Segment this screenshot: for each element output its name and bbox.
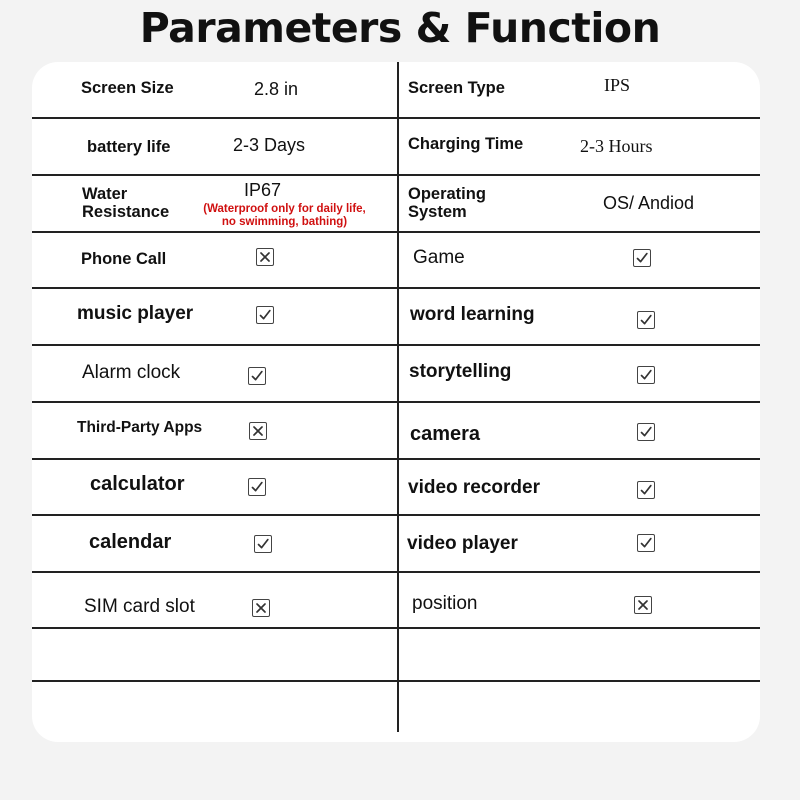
storytelling-label: storytelling: [409, 361, 512, 382]
water-resistance-value: IP67: [244, 180, 282, 200]
phone-call-checkbox: [256, 248, 274, 266]
row-divider: [32, 231, 760, 233]
video-recorder-checkbox: [637, 481, 655, 499]
calendar-label: calendar: [89, 531, 172, 553]
game-checkbox: [633, 249, 651, 267]
row-divider: [32, 174, 760, 176]
calculator-checkbox: [248, 478, 266, 496]
charging-time-label: Charging Time: [408, 135, 524, 153]
operating-system-label: [408, 185, 486, 221]
water-resistance-label-line1: Water: [82, 185, 128, 203]
row-divider: [32, 627, 760, 629]
battery-life-label: battery life: [87, 138, 171, 156]
camera-checkbox: [637, 423, 655, 441]
sim-card-slot-label: SIM card slot: [84, 596, 195, 617]
alarm-clock-checkbox: [248, 367, 266, 385]
screen-size-label: Screen Size: [81, 79, 174, 97]
note-line2: no swimming, bathing): [221, 216, 348, 228]
charging-time-value: 2-3 Hours: [580, 136, 653, 156]
checkbox-checked-icon: [255, 536, 271, 552]
word-learning-label: word learning: [410, 304, 535, 325]
video-player-label: video player: [407, 533, 518, 554]
checkbox-checked-icon: [249, 479, 265, 495]
camera-label: camera: [410, 423, 481, 445]
checkbox-checked-icon: [638, 482, 654, 498]
checkbox-checked-icon: [638, 367, 654, 383]
checkbox-crossed-icon: [253, 600, 269, 616]
column-divider: [397, 62, 399, 732]
checkbox-checked-icon: [638, 424, 654, 440]
video-player-checkbox: [637, 534, 655, 552]
screen-size-value: 2.8 in: [254, 79, 299, 99]
water-resistance-note: [197, 203, 372, 229]
third-party-apps-checkbox: [249, 422, 267, 440]
operating-system-value: OS/ Andiod: [603, 193, 695, 213]
operating-system-label-line2: System: [408, 203, 467, 221]
checkbox-checked-icon: [634, 250, 650, 266]
row-divider: [32, 344, 760, 346]
word-learning-checkbox: [637, 311, 655, 329]
third-party-apps-label: Third-Party Apps: [77, 419, 203, 436]
position-label: position: [412, 593, 478, 614]
row-divider: [32, 680, 760, 682]
water-resistance-label: [82, 185, 169, 221]
checkbox-crossed-icon: [635, 597, 651, 613]
checkbox-crossed-icon: [250, 423, 266, 439]
row-divider: [32, 458, 760, 460]
calculator-label: calculator: [90, 473, 185, 495]
game-label: Game: [413, 247, 465, 268]
note-line1: (Waterproof only for daily life,: [203, 203, 366, 215]
position-checkbox: [634, 596, 652, 614]
row-divider: [32, 514, 760, 516]
row-divider: [32, 401, 760, 403]
checkbox-checked-icon: [638, 312, 654, 328]
row-divider: [32, 287, 760, 289]
alarm-clock-label: Alarm clock: [82, 362, 181, 383]
row-divider: [32, 117, 760, 119]
video-recorder-label: video recorder: [408, 477, 540, 498]
calendar-checkbox: [254, 535, 272, 553]
screen-type-value: IPS: [604, 75, 631, 95]
music-player-checkbox: [256, 306, 274, 324]
row-divider: [32, 571, 760, 573]
page-title: Parameters & Function: [139, 4, 661, 52]
checkbox-checked-icon: [249, 368, 265, 384]
checkbox-checked-icon: [638, 535, 654, 551]
water-resistance-label-line2: Resistance: [82, 203, 170, 221]
phone-call-label: Phone Call: [81, 250, 167, 268]
sim-card-slot-checkbox: [252, 599, 270, 617]
checkbox-checked-icon: [257, 307, 273, 323]
operating-system-label-line1: Operating: [408, 185, 486, 203]
storytelling-checkbox: [637, 366, 655, 384]
checkbox-crossed-icon: [257, 249, 273, 265]
battery-life-value: 2-3 Days: [233, 135, 306, 155]
music-player-label: music player: [77, 303, 194, 324]
screen-type-label: Screen Type: [408, 79, 505, 97]
